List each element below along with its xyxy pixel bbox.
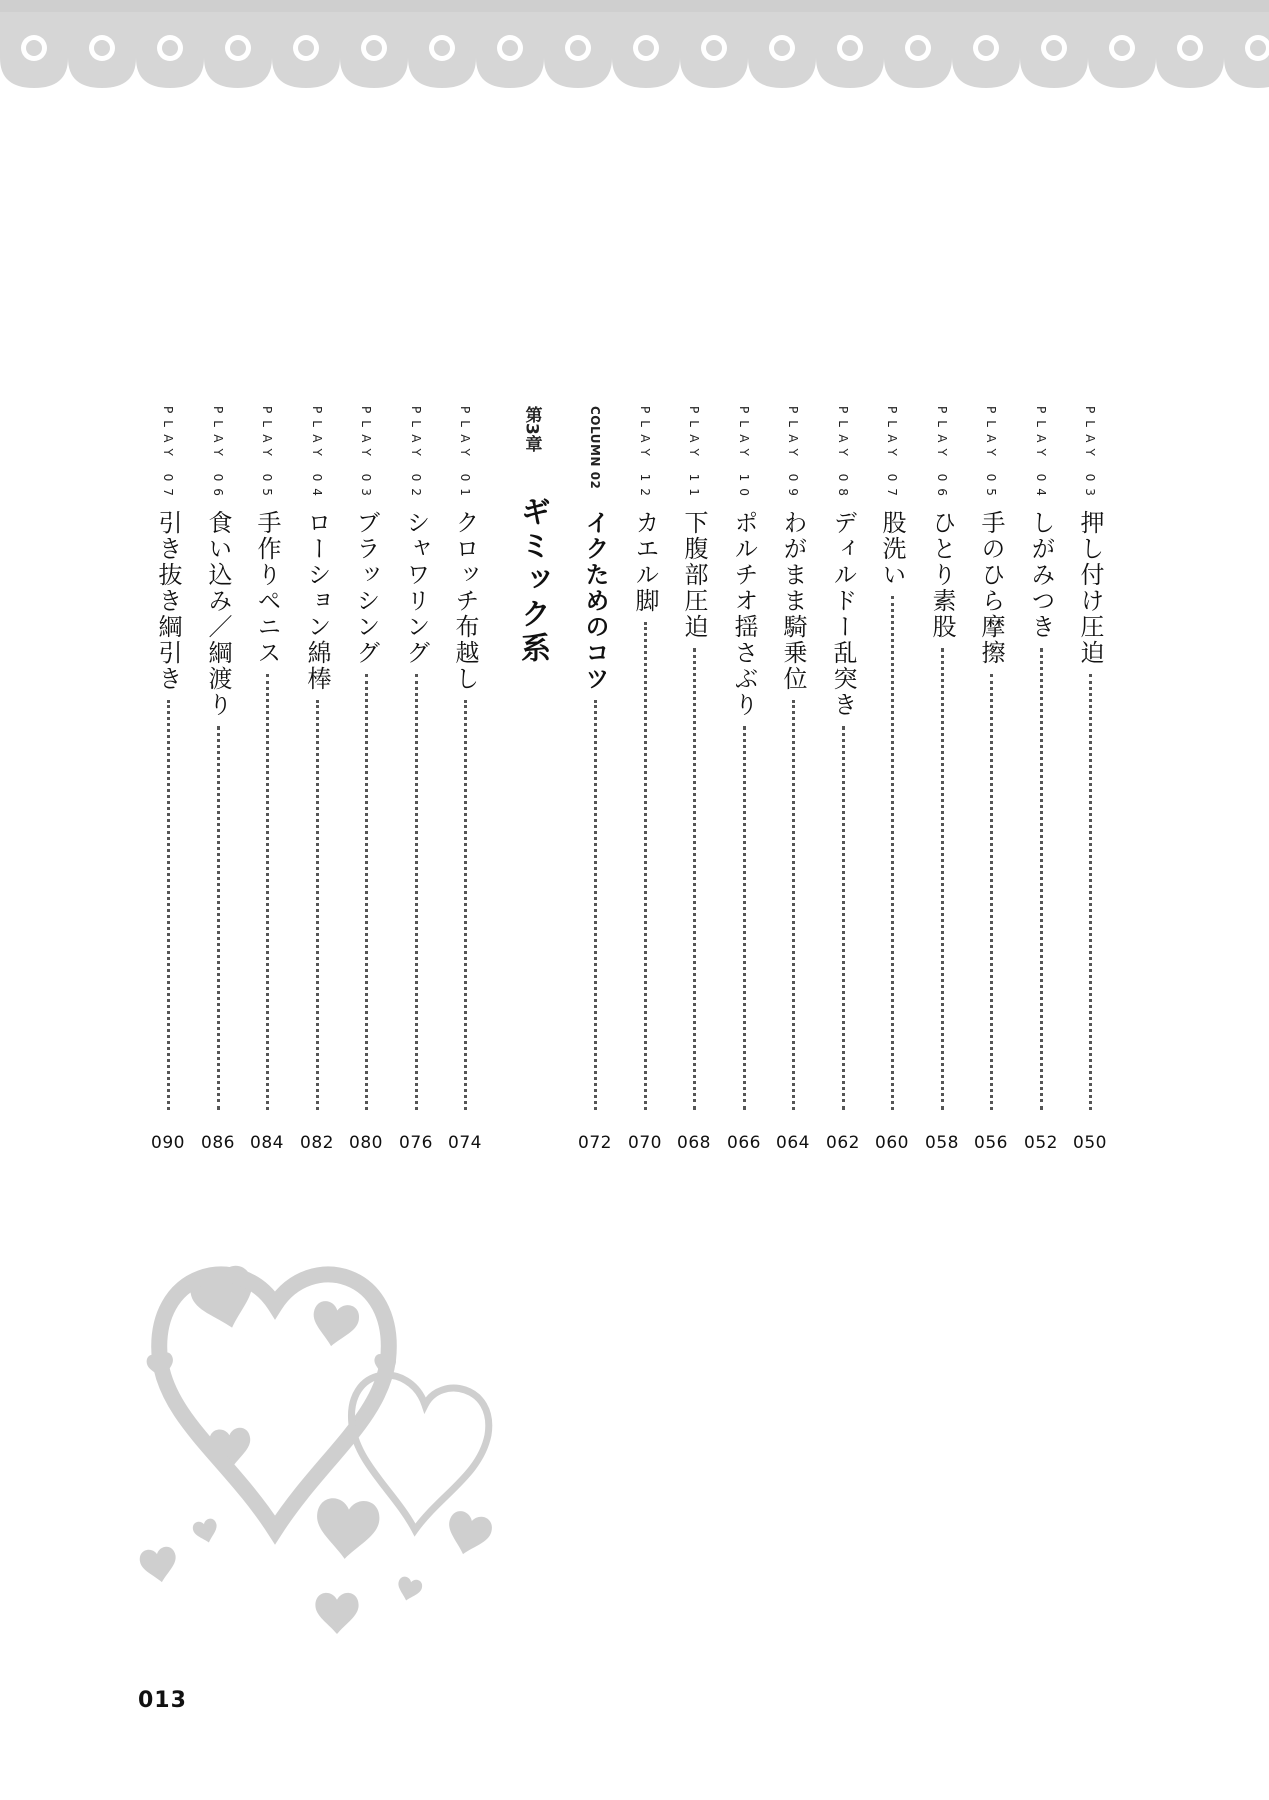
toc-entry-a5[interactable] [823, 406, 863, 1110]
rose-center [434, 40, 450, 56]
toc-page-number: 086 [201, 1133, 235, 1153]
toc-page-number: 076 [399, 1133, 433, 1153]
toc-page-number: 090 [151, 1133, 185, 1153]
dotted-leader [167, 700, 170, 1110]
rose-center [774, 40, 790, 56]
toc-page-number: 062 [826, 1133, 860, 1153]
chapter-title: ギミック系 [515, 496, 550, 666]
toc-entry-a6[interactable] [773, 406, 813, 1110]
rose-center [1114, 40, 1130, 56]
toc-entry-b4[interactable] [247, 406, 287, 1110]
rose-center [638, 40, 654, 56]
rose-center [1046, 40, 1062, 56]
chapter-label: 第3章 [521, 406, 542, 452]
rose-center [162, 40, 178, 56]
entry-title: シャワリング [402, 510, 430, 666]
toc-entry-b2[interactable] [346, 406, 386, 1110]
rose-center [842, 40, 858, 56]
heart-icon [395, 1575, 424, 1603]
entry-label: PLAY 11 [687, 406, 701, 503]
entry-label: COLUMN 02 [588, 406, 602, 490]
dotted-leader [1040, 648, 1043, 1110]
entry-title: ポルチオ揺さぶり [730, 510, 758, 718]
dotted-leader [464, 700, 467, 1110]
toc-entry-a4[interactable] [872, 406, 912, 1110]
rose-center [26, 40, 42, 56]
hearts-decoration [130, 1230, 520, 1650]
toc-entry-a1[interactable] [1021, 406, 1061, 1110]
entry-title: わがまま騎乗位 [779, 510, 807, 692]
toc-page-number: 064 [776, 1133, 810, 1153]
rose-center [570, 40, 586, 56]
heart-icon [314, 1497, 381, 1562]
entry-label: PLAY 01 [458, 406, 472, 503]
entry-label: PLAY 05 [984, 406, 998, 503]
entry-title: 手のひら摩擦 [977, 510, 1005, 666]
entry-title: カエル脚 [631, 510, 659, 614]
dotted-leader [316, 700, 319, 1110]
entry-label: PLAY 09 [786, 406, 800, 503]
toc-entry-b0[interactable] [445, 406, 485, 1110]
rose-center [298, 40, 314, 56]
entry-label: PLAY 05 [260, 406, 274, 503]
toc-entry-a0[interactable] [1070, 406, 1110, 1110]
entry-label: PLAY 07 [885, 406, 899, 503]
entry-label: PLAY 03 [359, 406, 373, 503]
entry-label: PLAY 10 [737, 406, 751, 503]
lace-border-decoration [0, 0, 1269, 100]
dotted-leader [217, 726, 220, 1110]
dotted-leader [891, 596, 894, 1110]
dotted-leader [1089, 674, 1092, 1110]
toc-entry-a8[interactable] [674, 406, 714, 1110]
dotted-leader [594, 700, 597, 1110]
entry-label: PLAY 08 [836, 406, 850, 503]
dotted-leader [693, 648, 696, 1110]
rose-center [366, 40, 382, 56]
entry-label: PLAY 06 [935, 406, 949, 503]
dotted-leader [644, 622, 647, 1110]
entry-label: PLAY 06 [211, 406, 225, 503]
rose-center [94, 40, 110, 56]
heart-icon [442, 1509, 494, 1560]
rose-center [230, 40, 246, 56]
entry-label: PLAY 07 [161, 406, 175, 503]
entry-title: ひとり素股 [928, 510, 956, 640]
entry-title: 下腹部圧迫 [680, 510, 708, 640]
rose-center [1250, 40, 1266, 56]
entry-title: しがみつき [1027, 510, 1055, 640]
entry-title: ブラッシング [352, 510, 380, 666]
entry-title: イクためのコツ [581, 510, 609, 692]
toc-page-number: 066 [727, 1133, 761, 1153]
rose-center [502, 40, 518, 56]
entry-label: PLAY 03 [1083, 406, 1097, 503]
entry-label: PLAY 04 [1034, 406, 1048, 503]
heart-icon [315, 1593, 358, 1634]
toc-page-number: 056 [974, 1133, 1008, 1153]
entry-label: PLAY 04 [310, 406, 324, 503]
toc-entry-a7[interactable] [724, 406, 764, 1110]
toc-entry-b1[interactable] [396, 406, 436, 1110]
rose-center [706, 40, 722, 56]
toc-entry-a2[interactable] [971, 406, 1011, 1110]
toc-entry-b6[interactable] [148, 406, 188, 1110]
toc-page-number: 060 [875, 1133, 909, 1153]
toc-entry-a10[interactable] [575, 406, 615, 1110]
entry-title: 食い込み／綱渡り [204, 510, 232, 718]
entry-title: ディルドー乱突き [829, 510, 857, 718]
entry-label: PLAY 02 [409, 406, 423, 503]
dotted-leader [941, 648, 944, 1110]
heart-icon [309, 1299, 361, 1350]
dotted-leader [842, 726, 845, 1110]
toc-page-number: 070 [628, 1133, 662, 1153]
entry-title: クロッチ布越し [451, 510, 479, 692]
dotted-leader [266, 674, 269, 1110]
rose-center [910, 40, 926, 56]
heart-icon [138, 1545, 179, 1585]
dotted-leader [990, 674, 993, 1110]
dotted-leader [792, 700, 795, 1110]
toc-page-number: 084 [250, 1133, 284, 1153]
toc-entry-a3[interactable] [922, 406, 962, 1110]
chapter-heading [512, 406, 552, 706]
toc-page-number: 068 [677, 1133, 711, 1153]
toc-entry-b3[interactable] [297, 406, 337, 1110]
dotted-leader [365, 674, 368, 1110]
toc-page-number: 080 [349, 1133, 383, 1153]
toc-page-number: 050 [1073, 1133, 1107, 1153]
entry-title: 手作りペニス [253, 510, 281, 666]
entry-title: 押し付け圧迫 [1076, 510, 1104, 666]
dotted-leader [743, 726, 746, 1110]
entry-title: 引き抜き綱引き [154, 510, 182, 692]
page-number: 013 [138, 1688, 187, 1713]
toc-entry-b5[interactable] [198, 406, 238, 1110]
rose-center [1182, 40, 1198, 56]
toc-page-number: 074 [448, 1133, 482, 1153]
toc-page-number: 058 [925, 1133, 959, 1153]
dotted-leader [415, 674, 418, 1110]
heart-icon [191, 1517, 220, 1545]
toc-page-number: 072 [578, 1133, 612, 1153]
toc-page-number: 052 [1024, 1133, 1058, 1153]
rose-center [978, 40, 994, 56]
entry-title: 股洗い [878, 510, 906, 588]
toc-entry-a9[interactable] [625, 406, 665, 1110]
entry-title: ローション綿棒 [303, 510, 331, 692]
toc-page-number: 082 [300, 1133, 334, 1153]
entry-label: PLAY 12 [638, 406, 652, 503]
